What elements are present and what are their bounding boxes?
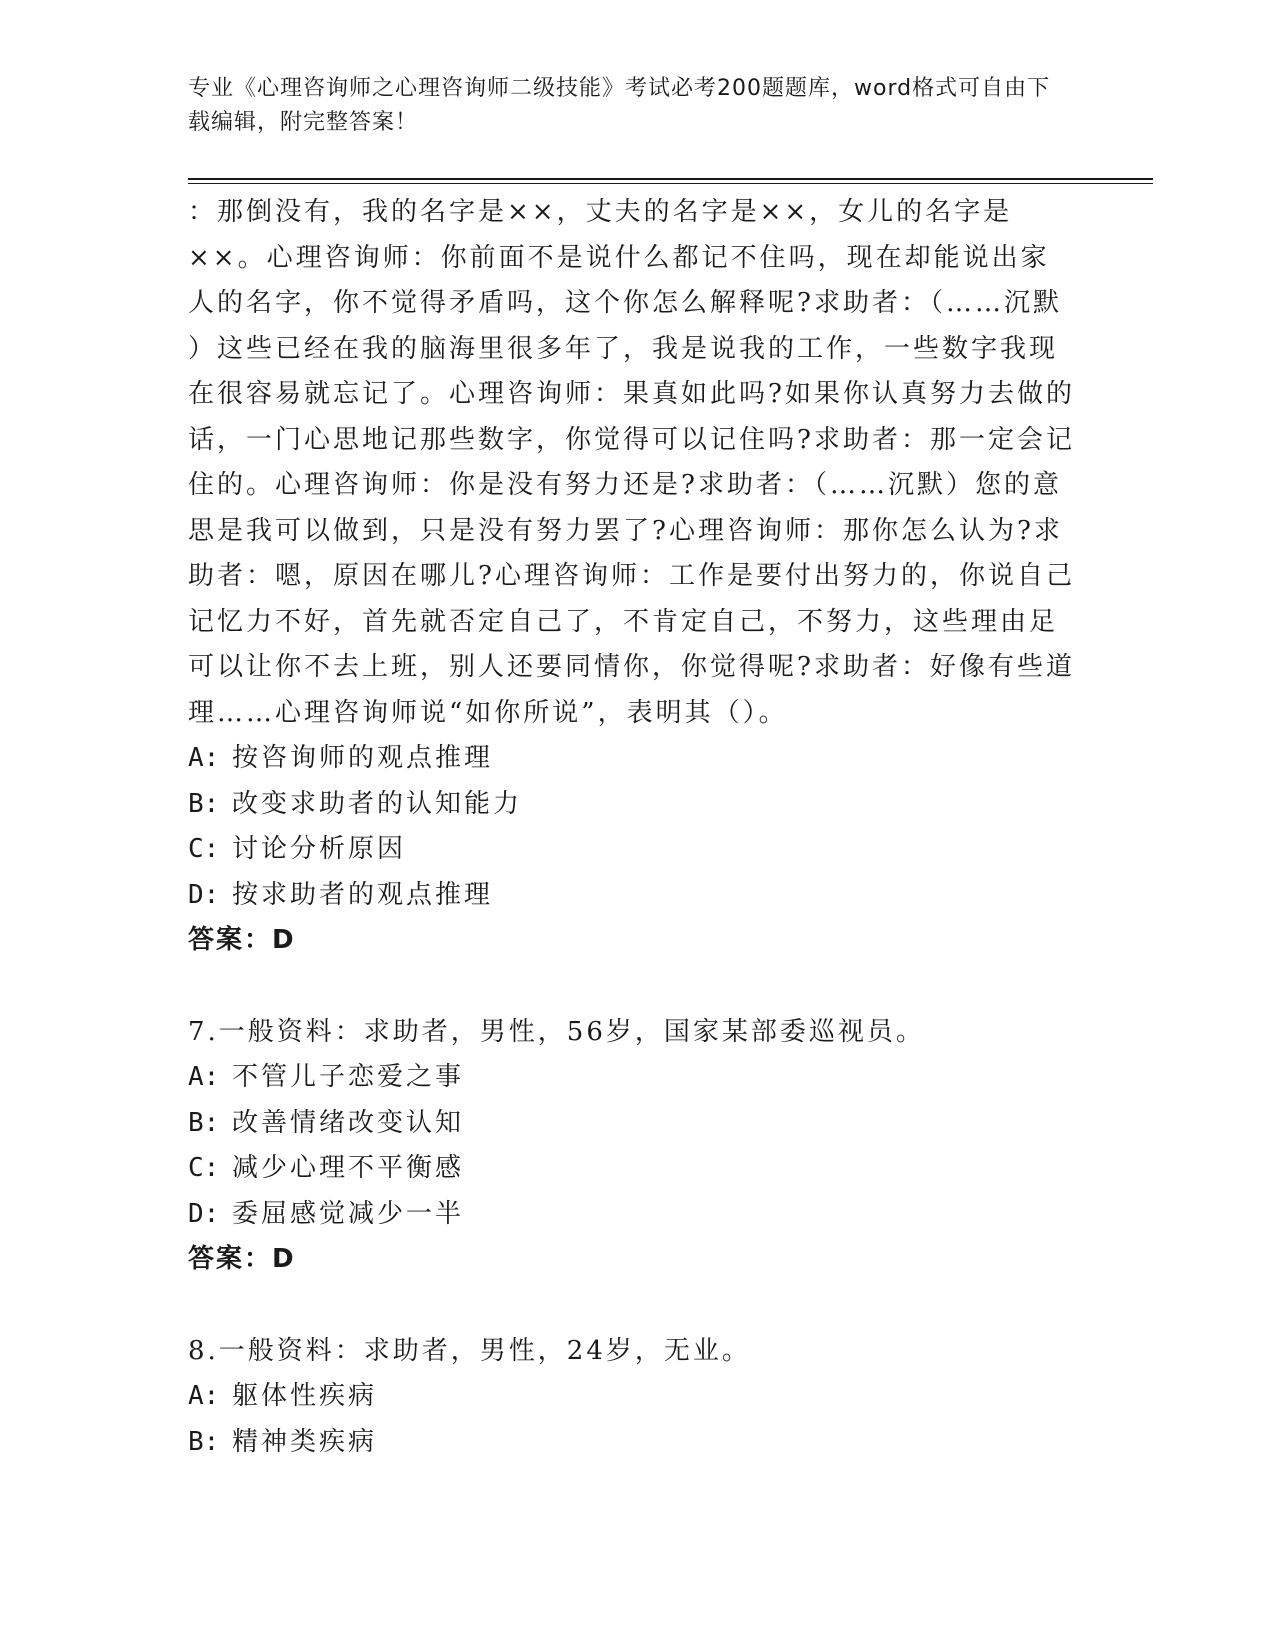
question-stem-line: 思是我可以做到，只是没有努力罢了?心理咨询师：那你怎么认为?求 <box>188 515 1063 546</box>
question-stem-line: 人的名字，你不觉得矛盾吗，这个你怎么解释呢?求助者：（……沉默 <box>188 288 1062 318</box>
option-b <box>188 1420 1088 1466</box>
option-key: A: <box>188 1062 220 1092</box>
question-stem-line: 可以让你不去上班，别人还要同情你，你觉得呢?求助者：好像有些道 <box>188 652 1075 682</box>
question-stem-line: ××。心理咨询师：你前面不是说什么都记不住吗，现在却能说出家 <box>188 242 1050 273</box>
option-text: 躯体性疾病 <box>232 1381 378 1411</box>
option-key: C: <box>188 834 220 864</box>
option-text: 不管儿子恋爱之事 <box>232 1062 465 1092</box>
question-stem: 7.一般资料：求助者，男性，56岁，国家某部委巡视员。 <box>188 1016 925 1047</box>
option-d <box>188 1192 1088 1238</box>
option-text: 减少心理不平衡感 <box>232 1153 465 1183</box>
question-stem-line: 话，一门心思地记那些数字，你觉得可以记住吗?求助者：那一定会记 <box>188 424 1075 455</box>
option-key: A: <box>188 1381 220 1411</box>
question-stem-line: 助者：嗯，原因在哪儿?心理咨询师：工作是要付出努力的，你说自己 <box>188 561 1075 591</box>
option-text: 按咨询师的观点推理 <box>232 743 494 773</box>
option-key: B: <box>188 788 220 819</box>
option-text: 改变求助者的认知能力 <box>232 788 523 819</box>
option-text: 改善情绪改变认知 <box>232 1107 465 1138</box>
option-c <box>188 1146 1088 1192</box>
option-d <box>188 873 1088 919</box>
option-a <box>188 736 1088 782</box>
question-stem-line: 理……心理咨询师说“如你所说”，表明其（）。 <box>188 697 788 728</box>
option-a <box>188 1055 1088 1101</box>
option-key: D: <box>188 1198 220 1229</box>
option-text: 精神类疾病 <box>232 1426 378 1457</box>
question-stem-line: ：那倒没有，我的名字是××，丈夫的名字是××，女儿的名字是 <box>188 197 1013 227</box>
option-text: 按求助者的观点推理 <box>232 879 494 910</box>
question-stem-line: 住的。心理咨询师：你是没有努力还是?求助者：（……沉默）您的意 <box>188 470 1062 500</box>
question-7 <box>188 1010 1088 1283</box>
answer-label: 答案：D <box>188 1244 296 1274</box>
header-rule-thick <box>188 178 1153 180</box>
question-stem-line: ）这些已经在我的脑海里很多年了，我是说我的工作，一些数字我现 <box>188 333 1059 364</box>
question-8 <box>188 1329 1088 1466</box>
document-title: 专业《心理咨询师之心理咨询师二级技能》考试必考200题题库，word格式可自由下载编辑，附完整答案！ <box>188 76 1051 135</box>
option-key: B: <box>188 1107 220 1138</box>
option-key: C: <box>188 1153 220 1183</box>
question-stem: 8.一般资料：求助者，男性，24岁，无业。 <box>188 1335 751 1366</box>
option-a <box>188 1374 1088 1420</box>
option-key: A: <box>188 743 220 773</box>
document-body <box>188 190 1088 1465</box>
option-key: D: <box>188 879 220 910</box>
answer-label: 答案：D <box>188 925 296 955</box>
option-key: B: <box>188 1426 220 1457</box>
option-c <box>188 827 1088 873</box>
option-b <box>188 782 1088 828</box>
option-text: 讨论分析原因 <box>232 834 407 864</box>
option-b <box>188 1101 1088 1147</box>
page-header <box>188 72 1068 140</box>
question-stem-line: 记忆力不好，首先就否定自己了，不肯定自己，不努力，这些理由足 <box>188 606 1059 637</box>
option-text: 委屈感觉减少一半 <box>232 1198 465 1229</box>
header-rule-thin <box>188 183 1153 184</box>
question-6-continued <box>188 190 1088 964</box>
question-stem-line: 在很容易就忘记了。心理咨询师：果真如此吗?如果你认真努力去做的 <box>188 379 1075 409</box>
